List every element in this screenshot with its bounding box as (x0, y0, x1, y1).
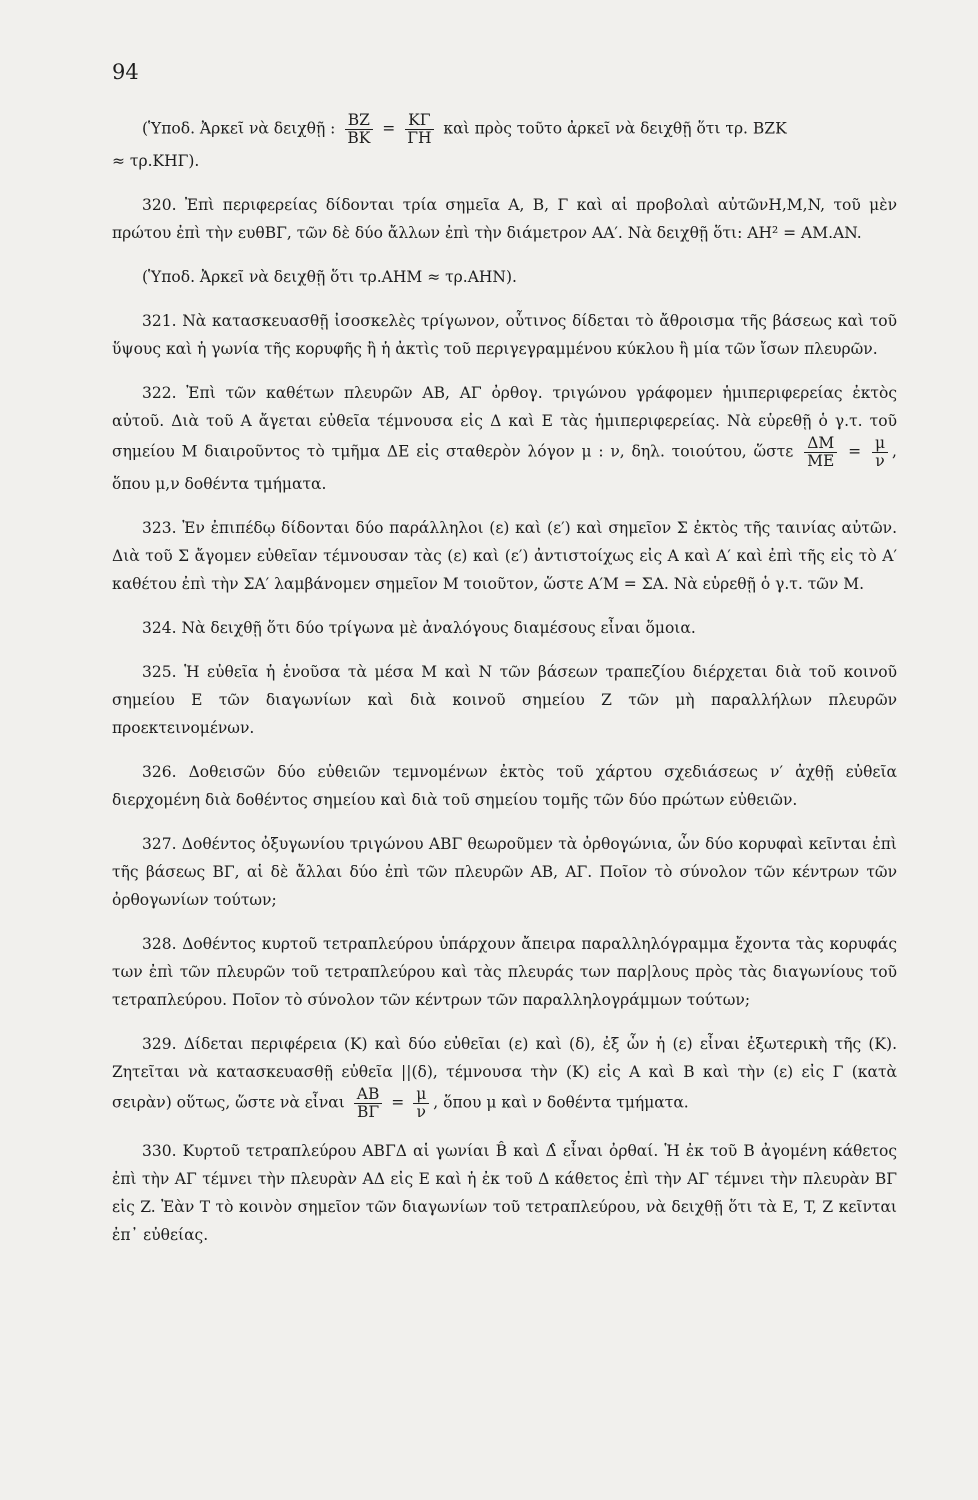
exercise-text: 327. Δοθέντος ὀξυγωνίου τριγώνου ABΓ θεωροῦμεν τὰ ὀρθογώνια, ὧν δύο κορυφαὶ κεῖνται ἐπὶ τῆς βάσεως BΓ, αἱ δὲ ἄλλαι δύο ἐπὶ τῶν πλευρῶν AB, AΓ. Ποῖον τὸ σύνολον τῶν κέντρων τῶν ὀρθογωνίων τούτων; (112, 835, 897, 909)
exercise-327 (112, 830, 897, 914)
exercise-330 (112, 1137, 897, 1249)
exercise-text: 325. Ἡ εὐθεῖα ἡ ἑνοῦσα τὰ μέσα M καὶ N τῶν βάσεων τραπεζίου διέρχεται διὰ τοῦ κοινοῦ σημείου E τῶν διαγωνίων καὶ διὰ κοινοῦ σημείου Z τῶν μὴ παραλλήλων πλευρῶν προεκτεινομένων. (112, 663, 897, 737)
fraction-numerator: μ (413, 1086, 429, 1104)
fraction-denominator: ν (875, 452, 885, 470)
exercise-text: 330. Κυρτοῦ τετραπλεύρου ABΓΔ αἱ γωνίαι B̂ καὶ Δ̂ εἶναι ὀρθαί. Ἡ ἐκ τοῦ B ἀγομένη κάθετος ἐπὶ τὴν AΓ τέμνει τὴν πλευρὰν AΔ εἰς E καὶ ἡ ἐκ τοῦ Δ κάθετος ἐπὶ τὴν AΓ τέμνει τὴν πλευρὰν BΓ εἰς Z. Ἐὰν T τὸ κοινὸν σημεῖον τῶν διαγωνίων τοῦ τετραπλεύρου, νὰ δειχθῇ ὅτι τὰ E, T, Z κεῖνται ἐπ᾿ εὐθείας. (112, 1142, 897, 1244)
equals-sign: = (848, 442, 862, 461)
fraction-denominator: BΓ (356, 1103, 380, 1121)
exercise-325 (112, 658, 897, 742)
fraction (804, 435, 837, 470)
fraction (344, 112, 373, 147)
exercise-text: 320. Ἐπὶ περιφερείας δίδονται τρία σημεῖα A, B, Γ καὶ αἱ προβολαὶ αὐτῶνH,M,N, τοῦ μὲν πρώτου ἐπὶ τὴν ευθBΓ, τῶν δὲ δύο ἄλλων ἐπὶ τὴν διάμετρον AA′. Νὰ δειχθῇ ὅτι: AH² = AM.AN. (112, 196, 897, 242)
fraction-numerator: BZ (345, 112, 373, 130)
fraction-denominator: ME (807, 452, 835, 470)
equals-sign: = (382, 119, 396, 138)
fraction-numerator: ΔM (804, 435, 837, 453)
hint-text: ≈ τρ.KHΓ). (112, 152, 200, 170)
exercise-320 (112, 191, 897, 247)
fraction (872, 435, 888, 470)
exercise-text: 322. Ἐπὶ τῶν καθέτων πλευρῶν AB, AΓ ὀρθογ. τριγώνου γράφομεν ἡμιπεριφερείας ἐκτὸς αὐτοῦ. Διὰ τοῦ A ἄγεται εὐθεῖα τέμνουσα εἰς Δ καὶ E τὰς ἡμιπεριφερείας. Νὰ εὑρεθῇ ὁ γ.τ. τοῦ σημείου M διαιροῦντος τὸ τμῆμα ΔE εἰς σταθερὸν λόγον μ : ν, δηλ. τοιούτου, ὥστε (112, 384, 897, 461)
exercise-322 (112, 379, 897, 498)
exercise-text: 326. Δοθεισῶν δύο εὐθειῶν τεμνομένων ἐκτὸς τοῦ χάρτου σχεδιάσεως ν′ ἀχθῇ εὐθεῖα διερχομένη διὰ δοθέντος σημείου καὶ διὰ τοῦ σημείου τομῆς τῶν δύο πρώτων εὐθειῶν. (112, 763, 897, 809)
fraction-denominator: ΓH (407, 129, 432, 147)
exercise-324 (112, 614, 897, 642)
exercise-text: 323. Ἐν ἐπιπέδῳ δίδονται δύο παράλληλοι (ε) καὶ (ε′) καὶ σημεῖον Σ ἐκτὸς τῆς ταινίας αὐτῶν. Διὰ τοῦ Σ ἄγομεν εὐθεῖαν τέμνουσαν τὰς (ε) καὶ (ε′) ἀντιστοίχως εἰς A καὶ A′ καὶ ἐπὶ τῆς εἰς τὸ A′ καθέτου ἐπὶ τὴν ΣA′ λαμβάνομεν σημεῖον M τοιοῦτον, ὥστε A′M = ΣA. Νὰ εὑρεθῇ ὁ γ.τ. τῶν M. (112, 519, 897, 593)
hint-text: (Ὑποδ. Ἀρκεῖ νὰ δειχθῇ ὅτι τρ.AHM ≈ τρ.AHN). (142, 268, 517, 286)
exercise-323 (112, 514, 897, 598)
fraction-numerator: μ (872, 435, 888, 453)
exercise-text: 329. Δίδεται περιφέρεια (K) καὶ δύο εὐθεῖαι (ε) καὶ (δ), ἐξ ὧν ἡ (ε) εἶναι ἐξωτερικὴ τῆς (K). Ζητεῖται νὰ κατασκευασθῇ εὐθεῖα ||(δ), τέμνουσα τὴν (K) εἰς A καὶ B καὶ τὴν (ε) εἰς Γ (κατὰ σειρὰν) οὕτως, ὥστε νὰ εἶναι (112, 1035, 897, 1112)
hint-text: (Ὑποδ. Ἀρκεῖ νὰ δειχθῇ : (142, 119, 336, 138)
fraction-numerator: KΓ (405, 112, 433, 130)
fraction-denominator: BK (347, 129, 371, 147)
fraction-denominator: ν (416, 1103, 426, 1121)
fraction (354, 1086, 383, 1121)
exercise-328 (112, 930, 897, 1014)
exercise-text: , ὅπου μ,ν δοθέντα τμήματα. (112, 442, 897, 493)
page-number: 94 (112, 60, 139, 84)
equals-sign: = (391, 1093, 405, 1112)
hint-block (112, 112, 897, 175)
exercise-text: 324. Νὰ δειχθῇ ὅτι δύο τρίγωνα μὲ ἀναλόγους διαμέσους εἶναι ὅμοια. (142, 619, 696, 637)
fraction (413, 1086, 429, 1121)
hint-text: καὶ πρὸς τοῦτο ἀρκεῖ νὰ δειχθῇ ὅτι τρ. BZK (443, 119, 787, 138)
fraction-numerator: AB (354, 1086, 383, 1104)
exercise-text: , ὅπου μ καὶ ν δοθέντα τμήματα. (433, 1093, 689, 1112)
exercise-text: 321. Νὰ κατασκευασθῇ ἰσοσκελὲς τρίγωνον, οὗτινος δίδεται τὸ ἄθροισμα τῆς βάσεως καὶ τοῦ ὕψους καὶ ἡ γωνία τῆς κορυφῆς ἢ ἡ ἀκτὶς τοῦ περιγεγραμμένου κύκλου ἢ μία τῶν ἴσων πλευρῶν. (112, 312, 897, 358)
fraction (404, 112, 434, 147)
exercise-text: 328. Δοθέντος κυρτοῦ τετραπλεύρου ὑπάρχουν ἄπειρα παραλληλόγραμμα ἔχοντα τὰς κορυφάς των ἐπὶ τῶν πλευρῶν τοῦ τετραπλεύρου καὶ τὰς πλευράς των παρ|λους πρὸς τὰς διαγωνίους τοῦ τετραπλεύρου. Ποῖον τὸ σύνολον τῶν κέντρων τῶν παραλληλογράμμων τούτων; (112, 935, 897, 1009)
exercise-326 (112, 758, 897, 814)
exercise-321 (112, 307, 897, 363)
page-body (112, 112, 897, 1265)
hint-320 (112, 263, 897, 291)
exercise-329 (112, 1030, 897, 1121)
